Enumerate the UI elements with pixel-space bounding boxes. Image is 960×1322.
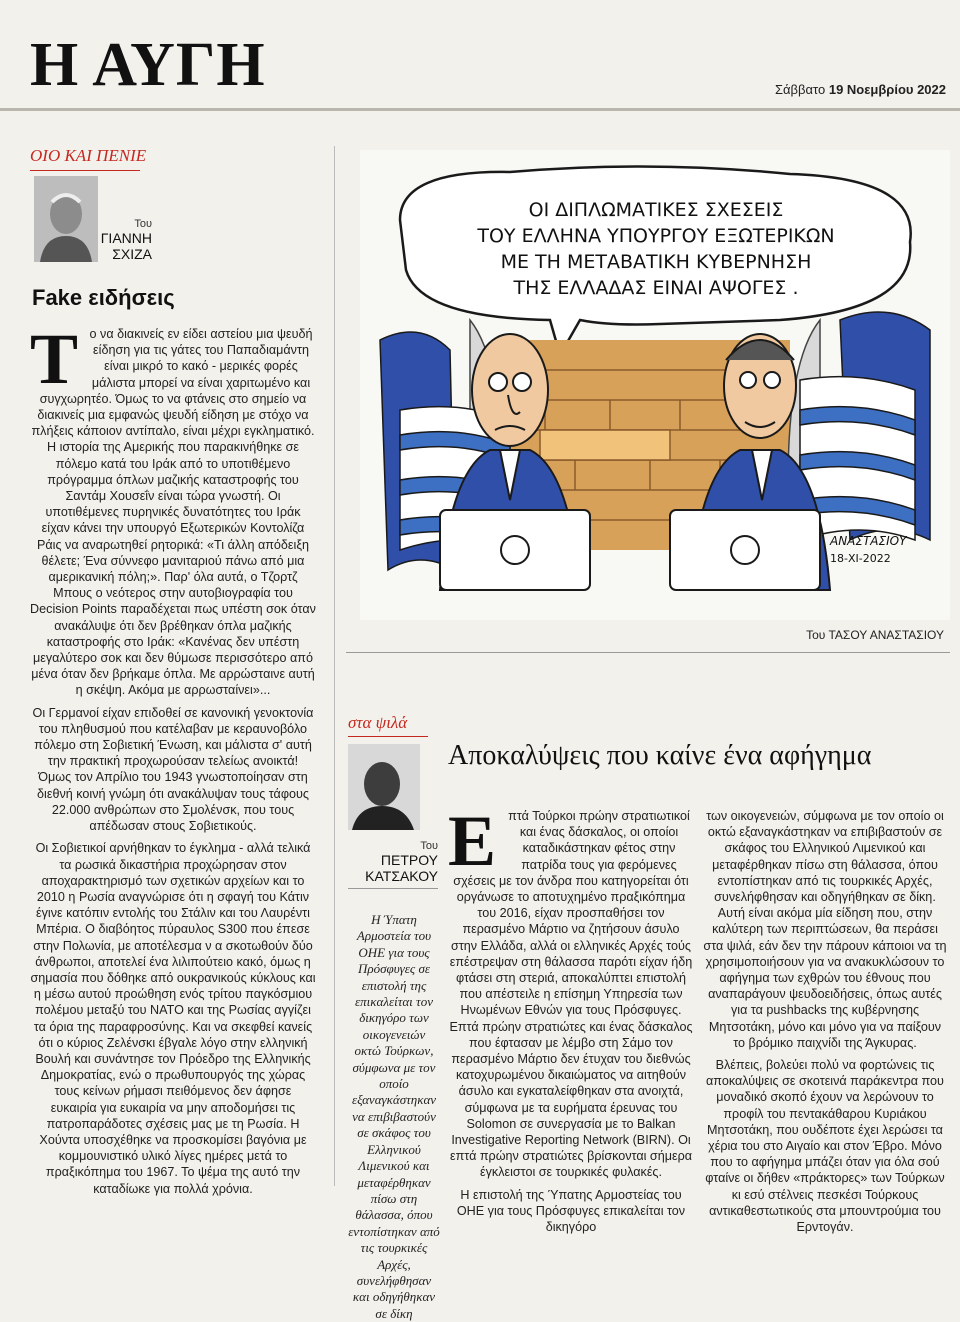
column2-paragraph: Βλέπεις, βολεύει πολύ να φορτώνεις τις αποκαλύψεις σε σκοτεινά παράκεντρα που μοναδικό σκοπό έχουν να λερώνουν το προφίλ του πεντακάθαρου Κυριάκου Μητσοτάκη, που ουδέποτε έχει λερώσει τα χέρια του στο Αιγαίο και στον Έβρο. Μόνο που το αφήγημα μπάζει όταν για όλα σού φταίνε οι δήθεν «πράκτορες» των Τούρκων κι εσύ στέλνεις πεσκέσι Τούρκους αντικαθεστωτικούς στα μπουντρούμια του Ερντογάν. (705, 1058, 945, 1235)
column1-author-last: ΣΧΙΖΑ (112, 246, 152, 263)
date-value: 19 Νοεμβρίου 2022 (828, 82, 946, 97)
column1-author-prefix: Του (134, 218, 152, 230)
column1-dropcap: Τ (30, 319, 79, 399)
cartoon-speech-line: ΜΕ ΤΗ ΜΕΤΑΒΑΤΙΚΗ ΚΥΒΕΡΝΗΣΗ (500, 251, 812, 273)
editorial-cartoon (360, 150, 950, 620)
column1-byline (100, 218, 152, 262)
column2-dropcap: Ε (448, 801, 497, 881)
cartoon-credit-prefix: Του (806, 628, 826, 642)
cartoon-signature-date: 18-ΧΙ-2022 (830, 552, 891, 565)
cartoon-bottom-rule (346, 652, 950, 653)
cartoon-speech-line: ΤΗΣ ΕΛΛΑΔΑΣ ΕΙΝΑΙ ΑΨΟΓΕΣ . (513, 277, 799, 299)
masthead: Η ΑΥΓΗ (30, 31, 266, 99)
column1-rubric-rule (30, 170, 140, 171)
cartoon-signature: ΑΝΑΣΤΑΣΙΟΥ (830, 534, 907, 548)
date-day: Σάββατο (775, 82, 826, 97)
column2-rubric: στα ψιλά (348, 713, 408, 732)
column1-paragraph: Οι Γερμανοί είχαν επιδοθεί σε κανονική γενοκτονία του πληθυσμού που κατέλαβαν με κεραυνοβόλο πόλεμο στη Σοβιετική Ένωση, και μάλιστα σ' αυτή την πρακτική προχωρούσαν τελείως ανοικτά! Όμως τον Απρίλιο του 1943 γνωστοποίησαν στη διεθνή κοινή γνώμη ότι ανακάλυψαν τους τάφους 22.000 ανθρώπων στο Σμολένσκ, που τους απέδωσαν στους Σοβιετικούς. (32, 705, 314, 834)
column2-byline (348, 840, 438, 884)
cartoon-speech-line: ΟΙ ΔΙΠΛΩΜΑΤΙΚΕΣ ΣΧΕΣΕΙΣ (528, 199, 784, 221)
column2-body-right (702, 808, 948, 1235)
cartoon-credit (806, 628, 944, 642)
column2-author-first: ΠΕΤΡΟΥ (380, 852, 438, 869)
column2-author-last: ΚΑΤΣΑΚΟΥ (365, 868, 438, 885)
column2-rubric-rule (348, 736, 428, 737)
column2-pull-quote: Η Ύπατη Αρμοστεία του ΟΗΕ για τους Πρόσφυγες σε επιστολή της επικαλείται τον δικηγόρο των οικογενειών οκτώ Τούρκων, σύμφωνα με τον οποίο εξαναγκάστηκαν να επιβιβαστούν σε σκάφος του Ελληνικού Λιμενικού και μεταφέρθηκαν πίσω στη θάλασσα, όπου εντοπίστηκαν από τις τουρκικές Αρχές, συνελήφθησαν και οδηγήθηκαν σε δίκη (348, 912, 440, 1321)
cartoon-illustration (360, 150, 950, 620)
column2-author-photo (348, 744, 420, 830)
column1-author-first: ΓΙΑΝΝΗ (100, 230, 152, 247)
author-portrait-icon (34, 176, 98, 262)
column1-paragraph: Οι Σοβιετικοί αρνήθηκαν το έγκλημα - αλλά τελικά τα ρωσικά δικαστήρια προχώρησαν στον αποχαρακτηρισμό των σχετικών αρχείων και το 2010 η Ρωσία αναγνώρισε ότι η σφαγή του Κάτιν έγινε κατόπιν εντολής του Στάλιν και του Λαυρέντι Μπέρια. Ο διαβόητος πύραυλος S300 που έπεσε στην Πολωνία, με αποτέλεσμα ν α σκοτωθούν δύο άνθρωποι, αποτελεί ένα λιλιπούτειο κακό, όμως η σημασία που δόθηκε από ουκρανικούς κύκλους και η μέσω αυτού προώθηση ενός τρίτου παγκόσμιου πολέμου μεταξύ του ΝΑΤΟ και της Ρωσίας αγγίζει τα όρια της παραφροσύνης. Και να σκεφθεί κανείς ότι ο κύριος Ζελένσκι έβγαλε λόγο στην ελληνική Βουλή και συνάντησε τον Πρόεδρο της Ελληνικής Δημοκρατίας, ενώ ο πρωθυπουργός της χώρας τους κείνων ρήμασι πειθόμενος δεν άφησε ευκαιρία για ευκαιρία να μην αποδομήσει τις πατροπαράδοτες σχέσεις μας με τη Ρωσία. Η Χούντα υποσχέθηκε να προσκομίσει βαγόνια με κομμουνιστικό υλικό λίγες ημέρες μετά το πραξικόπημα του 1967. Το ψέμα της αυτό την καταδίωκε για πολλά χρόνια. (30, 841, 316, 1196)
cartoon-credit-name: ΤΑΣΟΥ ΑΝΑΣΤΑΣΙΟΥ (828, 628, 944, 642)
column2-paragraph: Η επιστολή της Ύπατης Αρμοστείας του ΟΗΕ για τους Πρόσφυγες επικαλείται τον δικηγόρο (456, 1187, 686, 1235)
masthead-rule (0, 108, 960, 111)
column2-headline: Αποκαλύψεις που καίνε ένα αφήγημα (448, 740, 872, 771)
column2-paragraph: Επτά Τούρκοι πρώην στρατιωτικοί και ένας δάσκαλος, οι οποίοι καταδικάστηκαν φέτος στην πατρίδα τους για φερόμενες σχέσεις με τον άνδρα που κατηγορείται ότι οργάνωσε το αποτυχημένο πραξικόπημα του 2016, είχαν προσπαθήσει τον περασμένο Μάρτιο να ζητήσουν άσυλο στην Ελλάδα, αλλά οι ελληνικές Αρχές τούς επέστρεψαν στη θάλασσα παρότι είχαν ήδη φτάσει στη στεριά, αποκαλύπτει επιστολή που απέστειλε η επίσημη Υπηρεσία των Ηνωμένων Εθνών για τους Πρόσφυγες. Επτά πρώην στρατιώτες και ένας δάσκαλος που έφτασαν με λέμβο στη Σάμο τον περασμένο Μάρτιο δεν έτυχαν του διεθνώς κατοχυρωμένου δικαιώματος να αιτηθούν άσυλο και εγκαταλείφθηκαν στα ανοιχτά, σύμφωνα με τα ευρήματα έρευνας του Solomon σε συνεργασία με το Balkan Investigative Reporting Network (BIRN). Οι επτά πρώην στρατιώτες βρίσκονται σήμερα έγκλειστοι σε τουρκικές φυλακές. (448, 801, 693, 1180)
column1-paragraph: Το να διακινείς εν είδει αστείου μια ψευδή είδηση για τις γάτες του Παπαδιαμάντη είναι μικρό το κακό - μερικές φορές μάλιστα μπορεί να είναι χαριτωμένο και συγχωρητέο. Όμως το να φτάνεις στο σημείο να διακινείς μια εμφανώς ψευδή είδηση με στόχο να πλήξεις κάποιον αντίπαλο, είναι μέχρι εγκληματικό. Η ιστορία της Αμερικής που παρακινήθηκε σε πόλεμο κατά του Ιράκ από το υποτιθέμενο πρόγραμμα όπλων μαζικής καταστροφής του Σαντάμ Χουσεΐν είναι τώρα γνωστή. Οι υποτιθέμενες πυρηνικές δυνατότητες του Ιράκ είχαν κάνει την υπουργό Εξωτερικών Κοντολίζα Ράις να αναρωτηθεί ρητορικά: «Τι άλλη απόδειξη θέλετε; Ένα σύννεφο μανιταριού πάνω από μια αμερικανική πόλη;». Παρ' όλα αυτά, ο Τζορτζ Μπους ο νεότερος στην αυτοβιογραφία του Decision Points παραδέχεται πως υπέστη σοκ όταν ανακάλυψε ότι δεν βρέθηκαν όπλα μαζικής καταστροφής στο Ιράκ: «Κανένας δεν υπέστη μεγαλύτερο σοκ και δεν θύμωσε περισσότερο από μένα όταν δεν βρήκαμε όπλα. Με αρρώσταινε αυτή η σκέψη. Ακόμα με αρρωσταίνει»... (30, 319, 316, 698)
column2-paragraph: των οικογενειών, σύμφωνα με τον οποίο οι οκτώ εξαναγκάστηκαν να επιβιβαστούν σε σκάφος του Ελληνικού Λιμενικού και μεταφέρθηκαν πίσω στη θάλασσα, όπου εντοπίστηκαν από τις τουρκικές Αρχές, συνελήφθησαν και οδηγήθηκαν σε δίκη. Αυτή είναι ακόμα μία είδηση που, στην καλύτερη των περιπτώσεων, θα περάσει στα ψιλά, εάν δεν την πάρουν κάποιοι να τη χρησιμοποιήσουν για να ανακυκλώσουν το αφήγημα των εχθρών του έθνους που αναπαράγουν ψευδοειδήσεις, όπως αυτές για τα pushbacks της κυβέρνησης Μητσοτάκη, μόνο και μόνο για να παίξουν το βρόμικο παιχνίδι της Άγκυρας. (703, 809, 947, 1050)
column2-body-left (448, 801, 694, 1235)
column1-body (30, 319, 316, 1196)
author-portrait-icon (348, 744, 420, 830)
column-divider (334, 146, 335, 1186)
column1-rubric: ΟΙΟ ΚΑΙ ΠΕΝΙΕ (30, 146, 147, 165)
column1-author-photo (34, 176, 98, 262)
column1-headline: Fake ειδήσεις (32, 285, 175, 310)
date-line (775, 82, 946, 97)
cartoon-speech-line: ΤΟΥ ΕΛΛΗΝΑ ΥΠΟΥΡΓΟΥ ΕΞΩΤΕΡΙΚΩΝ (477, 225, 835, 247)
column2-author-prefix: Του (420, 840, 438, 852)
column2-byline-rule (348, 888, 438, 889)
